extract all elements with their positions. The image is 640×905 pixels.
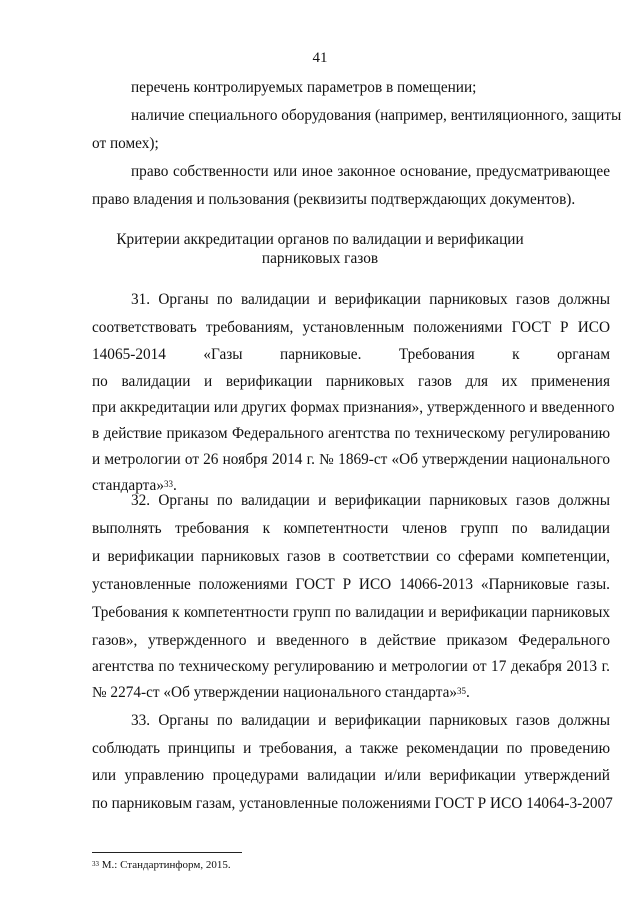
paragraph-32-line: агентства по техническому регулированию и метрологии от 17 декабря 2013 г. bbox=[92, 658, 610, 675]
paragraph-31-line: в действие приказом Федерального агентства по техническому регулированию bbox=[92, 425, 610, 442]
footnote-marker: 33 bbox=[92, 860, 99, 868]
paragraph-33-line: соблюдать принципы и требования, а также рекомендации по проведению bbox=[92, 740, 610, 757]
list-item-continuation: от помех); bbox=[92, 135, 159, 152]
paragraph-32-line: 32. Органы по валидации и верификации парниковых газов должны bbox=[131, 492, 610, 509]
list-item: наличие специального оборудования (например, вентиляционного, защиты bbox=[131, 107, 622, 124]
list-item: право собственности или иное законное основание, предусматривающее bbox=[131, 163, 610, 180]
footnote-divider bbox=[92, 852, 242, 853]
paragraph-32-line: установленные положениями ГОСТ Р ИСО 14066-2013 «Парниковые газы. bbox=[92, 576, 610, 593]
paragraph-31-line: соответствовать требованиям, установленным положениями ГОСТ Р ИСО bbox=[92, 319, 610, 336]
paragraph-31-line: стандарта»$^{33}$. bbox=[92, 477, 177, 494]
footnote-reference: 33 bbox=[163, 479, 173, 489]
footnote-reference: 35 bbox=[457, 686, 467, 696]
paragraph-31-line: по валидации и верификации парниковых газов для их применения bbox=[92, 373, 610, 390]
paragraph-33-line: или управлению процедурами валидации и/или верификации утверждений bbox=[92, 767, 610, 784]
paragraph-33-line: 33. Органы по валидации и верификации парниковых газов должны bbox=[131, 712, 610, 729]
paragraph-33-line: по парниковым газам, установленные положениями ГОСТ Р ИСО 14064-3-2007 bbox=[92, 795, 613, 812]
paragraph-32-line: и верификации парниковых газов в соответствии со сферами компетенции, bbox=[92, 548, 610, 565]
paragraph-32-line: выполнять требования к компетентности членов групп по валидации bbox=[92, 520, 610, 537]
list-item-continuation: право владения и пользования (реквизиты подтверждающих документов). bbox=[92, 191, 576, 208]
paragraph-32-line: газов», утвержденного и введенного в действие приказом Федерального bbox=[92, 632, 610, 649]
footnote: $^{33}$ М.: Стандартинформ, 2015. bbox=[92, 859, 231, 871]
section-heading: парниковых газов bbox=[261, 250, 379, 267]
paragraph-31-line: и метрологии от 26 ноября 2014 г. № 1869-ст «Об утверждении национального bbox=[92, 451, 610, 468]
paragraph-31-line: при аккредитации или других формах признания», утвержденного и введенного bbox=[92, 399, 615, 416]
paragraph-31-line: 31. Органы по валидации и верификации парниковых газов должны bbox=[131, 291, 610, 308]
page-number: 41 bbox=[312, 50, 328, 66]
section-heading: Критерии аккредитации органов по валидации и верификации bbox=[116, 231, 524, 248]
paragraph-32-line: № 2274-ст «Об утверждении национального стандарта»$^{35}$. bbox=[92, 684, 470, 701]
paragraph-31-line: 14065-2014 «Газы парниковые. Требования к органам bbox=[92, 346, 610, 363]
paragraph-32-line: Требования к компетентности групп по валидации и верификации парниковых bbox=[92, 604, 610, 621]
list-item: перечень контролируемых параметров в помещении; bbox=[131, 79, 477, 96]
